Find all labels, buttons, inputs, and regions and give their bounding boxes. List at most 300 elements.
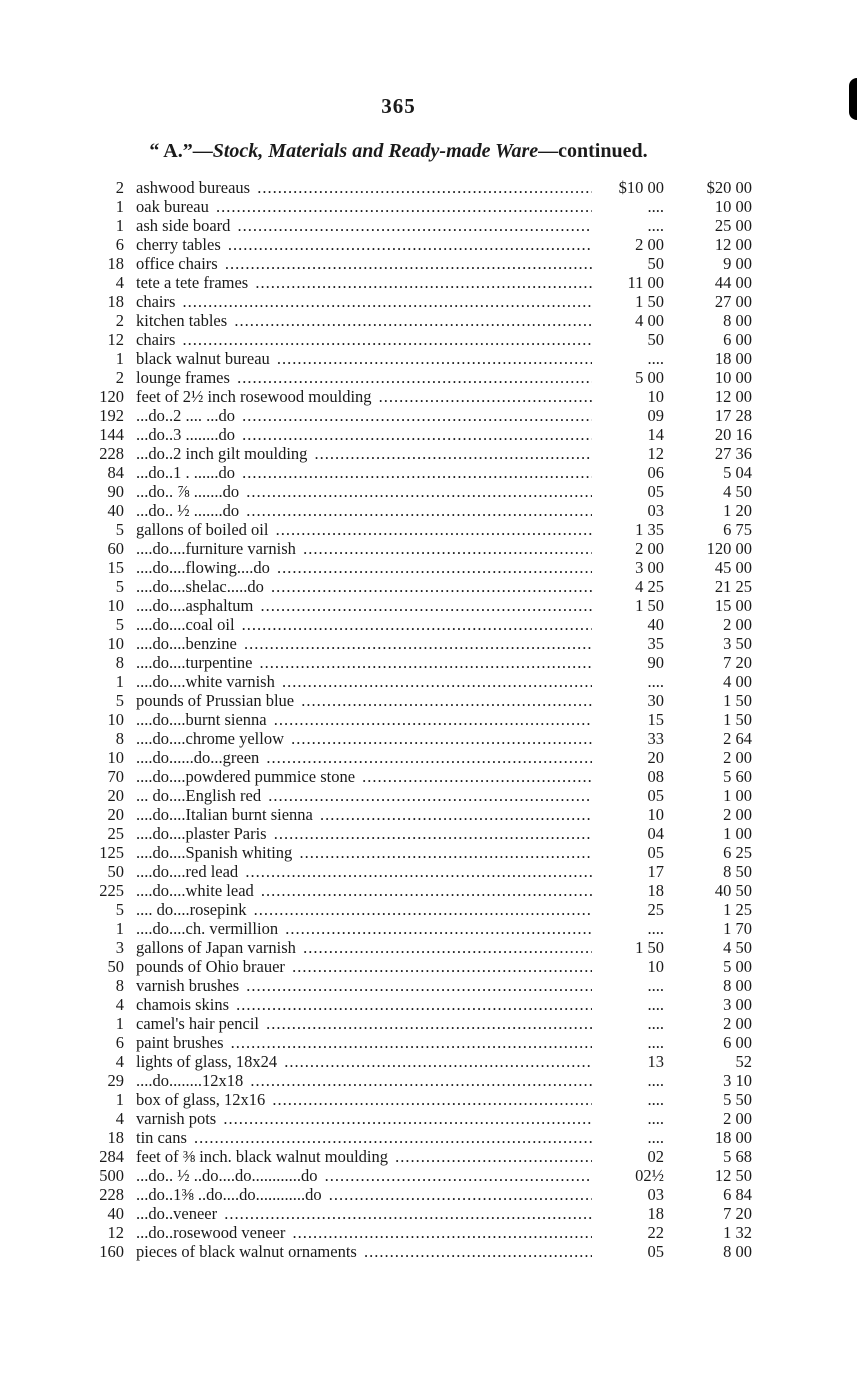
row-unit-price: 30 — [647, 691, 664, 710]
row-description — [136, 919, 592, 938]
row-description-text: ash side board — [136, 216, 231, 235]
row-quantity: 40 — [107, 501, 124, 520]
ledger-row — [68, 197, 758, 216]
row-total: 1 25 — [723, 900, 752, 919]
ledger-row — [68, 691, 758, 710]
row-description-text: ...do..veneer — [136, 1204, 218, 1223]
row-description — [136, 1090, 592, 1109]
ledger-row — [68, 1223, 758, 1242]
row-unit-price: .... — [647, 672, 664, 691]
row-description-text: ...do..1⅜ ..do....do............do — [136, 1185, 322, 1204]
row-total: 18 00 — [714, 349, 752, 368]
ledger-row — [68, 881, 758, 900]
ledger-row — [68, 349, 758, 368]
row-total: 120 00 — [706, 539, 752, 558]
row-description-text: ashwood bureaus — [136, 178, 251, 197]
row-total: 12 50 — [714, 1166, 752, 1185]
row-unit-price: 1 50 — [635, 938, 664, 957]
row-total: 10 00 — [714, 197, 752, 216]
row-quantity: 284 — [99, 1147, 124, 1166]
row-quantity: 10 — [107, 748, 124, 767]
row-unit-price: 5 00 — [635, 368, 664, 387]
row-quantity: 84 — [107, 463, 124, 482]
row-total: 3 10 — [723, 1071, 752, 1090]
ledger-row — [68, 1109, 758, 1128]
row-description — [136, 311, 592, 330]
row-description — [136, 1014, 592, 1033]
row-description — [136, 463, 592, 482]
row-total: 1 20 — [723, 501, 752, 520]
ledger-row — [68, 292, 758, 311]
ledger-row — [68, 273, 758, 292]
row-description — [136, 216, 592, 235]
row-description-text: chairs — [136, 292, 176, 311]
row-total: 25 00 — [714, 216, 752, 235]
row-description-text: office chairs — [136, 254, 218, 273]
row-unit-price: 2 00 — [635, 539, 664, 558]
row-unit-price: .... — [647, 1014, 664, 1033]
row-unit-price: 05 — [647, 1242, 664, 1261]
row-total: 1 50 — [723, 691, 752, 710]
row-description-text: ....do....white lead — [136, 881, 254, 900]
row-total: $20 00 — [706, 178, 752, 197]
row-unit-price: 4 25 — [635, 577, 664, 596]
row-description-text: ...do..2 .... ...do — [136, 406, 235, 425]
row-description — [136, 1052, 592, 1071]
row-unit-price: 06 — [647, 463, 664, 482]
row-description — [136, 444, 592, 463]
row-total: 52 — [735, 1052, 752, 1071]
ledger-row — [68, 634, 758, 653]
ledger-row — [68, 862, 758, 881]
row-description-text: .... do....rosepink — [136, 900, 247, 919]
row-total: 4 50 — [723, 482, 752, 501]
row-description — [136, 1147, 592, 1166]
row-unit-price: 13 — [647, 1052, 664, 1071]
row-description — [136, 482, 592, 501]
row-description-text: ....do....shelac.....do — [136, 577, 264, 596]
row-total: 8 00 — [723, 1242, 752, 1261]
row-total: 18 00 — [714, 1128, 752, 1147]
row-quantity: 8 — [115, 653, 124, 672]
row-description — [136, 976, 592, 995]
row-description-text: ....do......do...green — [136, 748, 260, 767]
row-quantity: 5 — [115, 577, 124, 596]
row-total: 27 36 — [714, 444, 752, 463]
row-description-text: ....do....turpentine — [136, 653, 253, 672]
ledger-row — [68, 558, 758, 577]
row-unit-price: .... — [647, 349, 664, 368]
row-quantity: 18 — [107, 1128, 124, 1147]
ledger-table — [68, 178, 758, 1261]
row-description-text: ...do..2 inch gilt moulding — [136, 444, 308, 463]
row-description — [136, 729, 592, 748]
row-quantity: 50 — [107, 957, 124, 976]
row-unit-price: 1 35 — [635, 520, 664, 539]
row-description — [136, 881, 592, 900]
row-description-text: ....do....asphaltum — [136, 596, 254, 615]
row-description — [136, 1071, 592, 1090]
row-total: 6 25 — [723, 843, 752, 862]
ledger-row — [68, 1090, 758, 1109]
row-unit-price: 10 — [647, 805, 664, 824]
ledger-row — [68, 710, 758, 729]
row-description-text: varnish pots — [136, 1109, 217, 1128]
row-quantity: 120 — [99, 387, 124, 406]
row-unit-price: 02½ — [635, 1166, 664, 1185]
row-quantity: 2 — [115, 178, 124, 197]
row-quantity: 5 — [115, 615, 124, 634]
row-quantity: 12 — [107, 1223, 124, 1242]
row-unit-price: 33 — [647, 729, 664, 748]
row-unit-price: 10 — [647, 387, 664, 406]
row-description — [136, 349, 592, 368]
ledger-row — [68, 216, 758, 235]
row-quantity: 4 — [115, 273, 124, 292]
row-total: 4 50 — [723, 938, 752, 957]
row-quantity: 160 — [99, 1242, 124, 1261]
row-description — [136, 634, 592, 653]
row-quantity: 225 — [99, 881, 124, 900]
row-description-text: paint brushes — [136, 1033, 224, 1052]
row-total: 6 00 — [723, 1033, 752, 1052]
row-description — [136, 615, 592, 634]
row-description — [136, 938, 592, 957]
row-unit-price: .... — [647, 1033, 664, 1052]
row-total: 8 50 — [723, 862, 752, 881]
row-description-text: ....do....burnt sienna — [136, 710, 267, 729]
row-quantity: 2 — [115, 368, 124, 387]
row-description-text: tete a tete frames — [136, 273, 249, 292]
row-quantity: 20 — [107, 786, 124, 805]
row-description-text: tin cans — [136, 1128, 187, 1147]
row-total: 6 00 — [723, 330, 752, 349]
ledger-row — [68, 330, 758, 349]
row-quantity: 1 — [115, 1014, 124, 1033]
row-unit-price: 11 00 — [627, 273, 664, 292]
row-description — [136, 254, 592, 273]
row-unit-price: 03 — [647, 501, 664, 520]
row-description — [136, 672, 592, 691]
row-description — [136, 178, 592, 197]
row-total: 3 00 — [723, 995, 752, 1014]
ledger-row — [68, 976, 758, 995]
row-description — [136, 1033, 592, 1052]
row-total: 10 00 — [714, 368, 752, 387]
ledger-row — [68, 482, 758, 501]
row-description — [136, 1223, 592, 1242]
row-quantity: 60 — [107, 539, 124, 558]
row-total: 2 00 — [723, 1014, 752, 1033]
row-unit-price: 50 — [647, 330, 664, 349]
row-description-text: ...do.. ½ ..do....do............do — [136, 1166, 318, 1185]
row-description — [136, 748, 592, 767]
row-description-text: ... do....English red — [136, 786, 262, 805]
ledger-row — [68, 957, 758, 976]
row-quantity: 1 — [115, 197, 124, 216]
ledger-row — [68, 938, 758, 957]
row-description-text: varnish brushes — [136, 976, 240, 995]
row-unit-price: .... — [647, 976, 664, 995]
row-description-text: ....do....white varnish — [136, 672, 275, 691]
ledger-row — [68, 615, 758, 634]
ledger-row — [68, 577, 758, 596]
row-total: 5 50 — [723, 1090, 752, 1109]
row-unit-price: 17 — [647, 862, 664, 881]
row-total: 45 00 — [714, 558, 752, 577]
row-quantity: 228 — [99, 444, 124, 463]
row-description — [136, 843, 592, 862]
row-description — [136, 292, 592, 311]
row-description-text: chamois skins — [136, 995, 230, 1014]
ledger-row — [68, 178, 758, 197]
row-total: 27 00 — [714, 292, 752, 311]
row-quantity: 5 — [115, 520, 124, 539]
row-unit-price: 18 — [647, 881, 664, 900]
row-quantity: 18 — [107, 254, 124, 273]
row-quantity: 10 — [107, 634, 124, 653]
row-total: 2 64 — [723, 729, 752, 748]
row-quantity: 40 — [107, 1204, 124, 1223]
ledger-row — [68, 786, 758, 805]
heading-title: Stock, Materials and Ready-made Ware — [212, 140, 539, 162]
row-unit-price: 14 — [647, 425, 664, 444]
row-unit-price: 05 — [647, 482, 664, 501]
ledger-row — [68, 1052, 758, 1071]
row-quantity: 29 — [107, 1071, 124, 1090]
row-description-text: ....do....ch. vermillion — [136, 919, 279, 938]
row-description-text: ...do.. ⅞ .......do — [136, 482, 240, 501]
row-description — [136, 425, 592, 444]
row-quantity: 192 — [99, 406, 124, 425]
row-unit-price: 50 — [647, 254, 664, 273]
row-description-text: ....do....chrome yellow — [136, 729, 285, 748]
row-description — [136, 235, 592, 254]
ledger-row — [68, 1033, 758, 1052]
row-total: 3 50 — [723, 634, 752, 653]
row-quantity: 25 — [107, 824, 124, 843]
row-quantity: 1 — [115, 919, 124, 938]
row-unit-price: 18 — [647, 1204, 664, 1223]
row-total: 4 00 — [723, 672, 752, 691]
row-unit-price: 22 — [647, 1223, 664, 1242]
ledger-row — [68, 1185, 758, 1204]
ledger-row — [68, 824, 758, 843]
row-total: 2 00 — [723, 1109, 752, 1128]
row-total: 2 00 — [723, 615, 752, 634]
row-quantity: 5 — [115, 900, 124, 919]
row-total: 5 04 — [723, 463, 752, 482]
row-quantity: 1 — [115, 672, 124, 691]
row-unit-price: 20 — [647, 748, 664, 767]
row-quantity: 90 — [107, 482, 124, 501]
row-unit-price: 02 — [647, 1147, 664, 1166]
row-description — [136, 387, 592, 406]
row-description — [136, 995, 592, 1014]
row-quantity: 15 — [107, 558, 124, 577]
ledger-row — [68, 235, 758, 254]
ledger-row — [68, 1128, 758, 1147]
row-description-text: feet of 2½ inch rosewood moulding — [136, 387, 372, 406]
row-quantity: 228 — [99, 1185, 124, 1204]
row-quantity: 4 — [115, 995, 124, 1014]
row-unit-price: 2 00 — [635, 235, 664, 254]
row-quantity: 10 — [107, 596, 124, 615]
row-quantity: 10 — [107, 710, 124, 729]
row-description — [136, 957, 592, 976]
row-total: 15 00 — [714, 596, 752, 615]
row-quantity: 18 — [107, 292, 124, 311]
row-description-text: box of glass, 12x16 — [136, 1090, 266, 1109]
row-unit-price: 25 — [647, 900, 664, 919]
row-description-text: ....do....Spanish whiting — [136, 843, 293, 862]
row-total: 8 00 — [723, 311, 752, 330]
row-unit-price: .... — [647, 216, 664, 235]
row-description-text: ....do....coal oil — [136, 615, 235, 634]
row-total: 1 32 — [723, 1223, 752, 1242]
row-description — [136, 1109, 592, 1128]
row-description-text: ...do.. ½ .......do — [136, 501, 240, 520]
ledger-row — [68, 311, 758, 330]
ledger-row — [68, 805, 758, 824]
row-total: 5 68 — [723, 1147, 752, 1166]
row-total: 17 28 — [714, 406, 752, 425]
row-description — [136, 805, 592, 824]
row-description — [136, 824, 592, 843]
row-quantity: 1 — [115, 216, 124, 235]
row-description-text: ...do..rosewood veneer — [136, 1223, 286, 1242]
row-unit-price: 1 50 — [635, 596, 664, 615]
row-total: 7 20 — [723, 1204, 752, 1223]
row-unit-price: 03 — [647, 1185, 664, 1204]
ledger-row — [68, 900, 758, 919]
row-unit-price: 1 50 — [635, 292, 664, 311]
row-description-text: kitchen tables — [136, 311, 228, 330]
row-total: 40 50 — [714, 881, 752, 900]
row-description — [136, 710, 592, 729]
ledger-row — [68, 672, 758, 691]
row-unit-price: 3 00 — [635, 558, 664, 577]
ledger-row — [68, 1204, 758, 1223]
row-description — [136, 1204, 592, 1223]
row-unit-price: .... — [647, 919, 664, 938]
row-unit-price: .... — [647, 995, 664, 1014]
row-unit-price: 09 — [647, 406, 664, 425]
row-total: 44 00 — [714, 273, 752, 292]
row-quantity: 20 — [107, 805, 124, 824]
row-total: 6 75 — [723, 520, 752, 539]
row-description — [136, 862, 592, 881]
row-description-text: cherry tables — [136, 235, 221, 254]
row-description-text: ....do....powdered pummice stone — [136, 767, 356, 786]
row-total: 1 50 — [723, 710, 752, 729]
ledger-row — [68, 843, 758, 862]
row-quantity: 125 — [99, 843, 124, 862]
row-total: 5 00 — [723, 957, 752, 976]
row-description-text: gallons of Japan varnish — [136, 938, 296, 957]
row-unit-price: 05 — [647, 786, 664, 805]
row-unit-price: 40 — [647, 615, 664, 634]
row-description-text: lights of glass, 18x24 — [136, 1052, 278, 1071]
ledger-row — [68, 919, 758, 938]
page-number: 365 — [381, 94, 416, 118]
row-description — [136, 596, 592, 615]
page-heading — [0, 140, 797, 163]
row-total: 1 00 — [723, 824, 752, 843]
row-unit-price: .... — [647, 1128, 664, 1147]
ledger-row — [68, 368, 758, 387]
row-quantity: 144 — [99, 425, 124, 444]
row-total: 12 00 — [714, 235, 752, 254]
ledger-row — [68, 653, 758, 672]
ledger-row — [68, 1071, 758, 1090]
row-description — [136, 1166, 592, 1185]
ledger-row — [68, 387, 758, 406]
row-description-text: camel's hair pencil — [136, 1014, 260, 1033]
row-description — [136, 786, 592, 805]
ledger-row — [68, 596, 758, 615]
row-description-text: gallons of boiled oil — [136, 520, 269, 539]
row-quantity: 5 — [115, 691, 124, 710]
ledger-row — [68, 1242, 758, 1261]
row-description-text: oak bureau — [136, 197, 209, 216]
row-description — [136, 1185, 592, 1204]
row-total: 7 20 — [723, 653, 752, 672]
heading-suffix: —continued. — [538, 140, 648, 162]
row-description-text: pieces of black walnut ornaments — [136, 1242, 357, 1261]
row-total: 21 25 — [714, 577, 752, 596]
row-quantity: 1 — [115, 1090, 124, 1109]
row-unit-price: 05 — [647, 843, 664, 862]
row-description — [136, 691, 592, 710]
row-description — [136, 520, 592, 539]
row-description-text: pounds of Prussian blue — [136, 691, 295, 710]
ledger-row — [68, 1147, 758, 1166]
row-description-text: ....do....red lead — [136, 862, 239, 881]
row-total: 12 00 — [714, 387, 752, 406]
row-total: 8 00 — [723, 976, 752, 995]
row-description-text: ....do....furniture varnish — [136, 539, 296, 558]
ledger-row — [68, 1014, 758, 1033]
row-description — [136, 577, 592, 596]
row-description — [136, 653, 592, 672]
row-total: 2 00 — [723, 748, 752, 767]
row-unit-price: .... — [647, 197, 664, 216]
row-quantity: 4 — [115, 1052, 124, 1071]
ledger-row — [68, 425, 758, 444]
row-quantity: 4 — [115, 1109, 124, 1128]
row-unit-price: 08 — [647, 767, 664, 786]
row-description — [136, 330, 592, 349]
row-quantity: 500 — [99, 1166, 124, 1185]
row-description — [136, 900, 592, 919]
row-description — [136, 539, 592, 558]
row-description-text: chairs — [136, 330, 176, 349]
row-description — [136, 368, 592, 387]
row-description-text: ...do..1 . ......do — [136, 463, 235, 482]
row-description — [136, 1128, 592, 1147]
row-total: 9 00 — [723, 254, 752, 273]
ledger-row — [68, 995, 758, 1014]
row-total: 1 00 — [723, 786, 752, 805]
ledger-row — [68, 444, 758, 463]
row-total: 6 84 — [723, 1185, 752, 1204]
row-description-text: ....do....Italian burnt sienna — [136, 805, 313, 824]
row-description-text: ....do....flowing....do — [136, 558, 270, 577]
ledger-row — [68, 1166, 758, 1185]
row-description — [136, 558, 592, 577]
row-description-text: ....do........12x18 — [136, 1071, 244, 1090]
